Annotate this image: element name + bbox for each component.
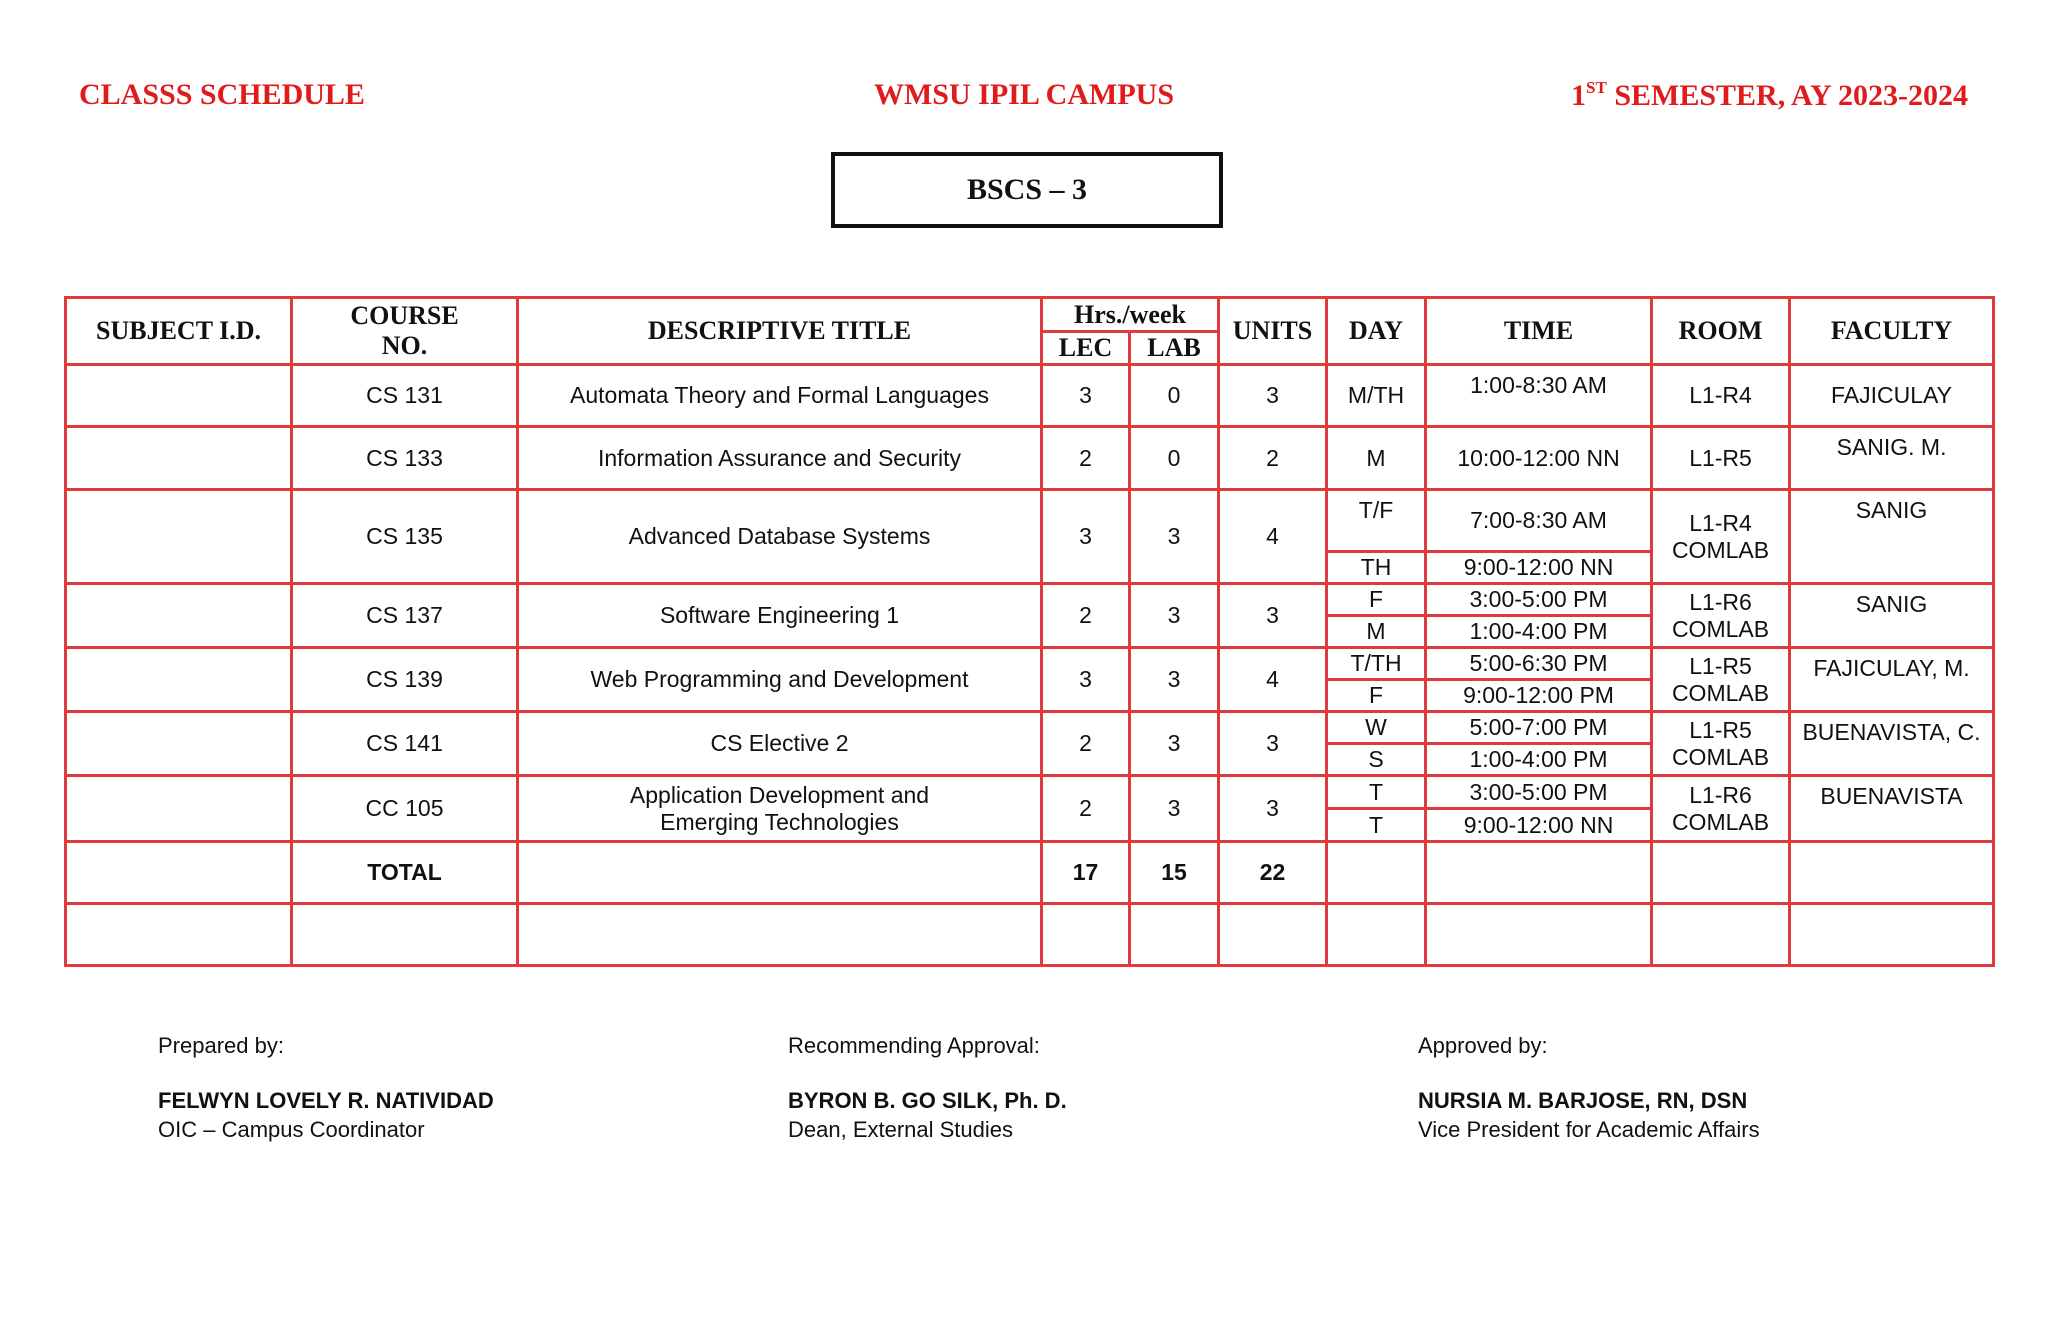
lab-cell: 0 bbox=[1130, 365, 1219, 427]
day-cell: M bbox=[1327, 427, 1426, 490]
time-cell: 9:00-12:00 NN bbox=[1426, 809, 1652, 842]
course-no-cell: CC 105 bbox=[292, 776, 518, 842]
title-line: Application Development and bbox=[629, 782, 930, 809]
time-cell: 5:00-6:30 PM bbox=[1426, 648, 1652, 680]
lab-cell: 3 bbox=[1130, 648, 1219, 712]
title-cell: Information Assurance and Security bbox=[518, 427, 1042, 490]
lab-cell: 3 bbox=[1130, 712, 1219, 776]
time-cell: 10:00-12:00 NN bbox=[1426, 427, 1652, 490]
subject-id-cell bbox=[66, 776, 292, 842]
section-label: BSCS – 3 bbox=[966, 173, 1088, 206]
empty-cell bbox=[1790, 904, 1994, 966]
course-no-cell: CS 135 bbox=[292, 490, 518, 584]
day-cell: TH bbox=[1327, 552, 1426, 584]
total-empty-cell bbox=[1327, 842, 1426, 904]
total-label: TOTAL bbox=[292, 842, 518, 904]
total-lec: 17 bbox=[1042, 842, 1130, 904]
semester-text: SEMESTER, AY 2023-2024 bbox=[1606, 79, 1968, 112]
total-empty-cell bbox=[1790, 842, 1994, 904]
units-cell: 4 bbox=[1219, 648, 1327, 712]
col-header-course-line1: COURSE bbox=[350, 301, 459, 331]
time-cell: 3:00-5:00 PM bbox=[1426, 776, 1652, 809]
lec-cell: 3 bbox=[1042, 490, 1130, 584]
col-header-lec: LEC bbox=[1042, 332, 1130, 365]
section-box bbox=[831, 152, 1223, 228]
day-cell: M/TH bbox=[1327, 365, 1426, 427]
table-row bbox=[66, 776, 1994, 809]
faculty-cell: FAJICULAY, M. bbox=[1790, 648, 1994, 712]
time-cell: 1:00-4:00 PM bbox=[1426, 744, 1652, 776]
time-cell: 9:00-12:00 PM bbox=[1426, 680, 1652, 712]
total-empty-cell bbox=[66, 842, 292, 904]
room-line: COMLAB bbox=[1671, 808, 1770, 835]
units-cell: 3 bbox=[1219, 584, 1327, 648]
day-cell: F bbox=[1327, 584, 1426, 616]
subject-id-cell bbox=[66, 584, 292, 648]
table-row bbox=[66, 365, 1994, 427]
signatory-position: OIC – Campus Coordinator bbox=[158, 1117, 425, 1142]
time-cell: 7:00-8:30 AM bbox=[1426, 490, 1652, 552]
day-cell: T/F bbox=[1327, 490, 1426, 552]
title-cell: Web Programming and Development bbox=[518, 648, 1042, 712]
course-no-cell: CS 139 bbox=[292, 648, 518, 712]
signatory-position: Vice President for Academic Affairs bbox=[1418, 1117, 1760, 1142]
table-row bbox=[66, 584, 1994, 616]
lec-cell: 3 bbox=[1042, 365, 1130, 427]
semester-ordinal-suffix: ST bbox=[1586, 78, 1607, 97]
lab-cell: 3 bbox=[1130, 584, 1219, 648]
subject-id-cell bbox=[66, 490, 292, 584]
header-row bbox=[66, 298, 1994, 332]
lec-cell: 2 bbox=[1042, 584, 1130, 648]
room-line: L1-R5 bbox=[1689, 653, 1752, 680]
time-cell: 9:00-12:00 NN bbox=[1426, 552, 1652, 584]
table-row bbox=[66, 490, 1994, 552]
time-cell: 5:00-7:00 PM bbox=[1426, 712, 1652, 744]
total-empty-cell bbox=[1426, 842, 1652, 904]
subject-id-cell bbox=[66, 427, 292, 490]
signatory-role: Recommending Approval: bbox=[788, 1033, 1040, 1058]
signatory-name: NURSIA M. BARJOSE, RN, DSN bbox=[1418, 1088, 1748, 1113]
time-cell: 3:00-5:00 PM bbox=[1426, 584, 1652, 616]
day-cell: T bbox=[1327, 809, 1426, 842]
room-line: L1-R6 bbox=[1689, 782, 1752, 809]
empty-cell bbox=[1327, 904, 1426, 966]
room-line: COMLAB bbox=[1671, 615, 1770, 642]
lab-cell: 0 bbox=[1130, 427, 1219, 490]
lec-cell: 2 bbox=[1042, 712, 1130, 776]
col-header-course-no bbox=[292, 298, 518, 365]
title-cell: Software Engineering 1 bbox=[518, 584, 1042, 648]
empty-cell bbox=[66, 904, 292, 966]
course-no-cell: CS 141 bbox=[292, 712, 518, 776]
empty-cell bbox=[1652, 904, 1790, 966]
col-header-lab: LAB bbox=[1130, 332, 1219, 365]
faculty-cell: FAJICULAY bbox=[1790, 365, 1994, 427]
units-cell: 4 bbox=[1219, 490, 1327, 584]
room-cell bbox=[1652, 776, 1790, 842]
empty-cell bbox=[518, 904, 1042, 966]
room-line: COMLAB bbox=[1671, 536, 1770, 563]
table-row bbox=[66, 648, 1994, 680]
units-cell: 3 bbox=[1219, 365, 1327, 427]
empty-cell bbox=[1219, 904, 1327, 966]
subject-id-cell bbox=[66, 365, 292, 427]
total-units: 22 bbox=[1219, 842, 1327, 904]
lec-cell: 2 bbox=[1042, 776, 1130, 842]
schedule-table bbox=[64, 296, 1995, 967]
col-header-units: UNITS bbox=[1219, 298, 1327, 365]
lec-cell: 2 bbox=[1042, 427, 1130, 490]
schedule-title: CLASSS SCHEDULE bbox=[79, 78, 365, 111]
time-cell: 1:00-4:00 PM bbox=[1426, 616, 1652, 648]
units-cell: 3 bbox=[1219, 776, 1327, 842]
col-header-subject-id: SUBJECT I.D. bbox=[66, 298, 292, 365]
semester-label bbox=[1571, 78, 1968, 113]
lec-cell: 3 bbox=[1042, 648, 1130, 712]
signatory-name: BYRON B. GO SILK, Ph. D. bbox=[788, 1088, 1067, 1113]
col-header-hrs-week: Hrs./week bbox=[1042, 298, 1219, 332]
col-header-title: DESCRIPTIVE TITLE bbox=[518, 298, 1042, 365]
room-cell bbox=[1652, 648, 1790, 712]
room-cell bbox=[1652, 490, 1790, 584]
signatory-role: Approved by: bbox=[1418, 1033, 1548, 1058]
semester-ordinal: 1 bbox=[1571, 79, 1587, 112]
course-no-cell: CS 131 bbox=[292, 365, 518, 427]
room-line: L1-R5 bbox=[1689, 717, 1752, 744]
signatory-prepared bbox=[158, 1031, 494, 1144]
total-lab: 15 bbox=[1130, 842, 1219, 904]
lab-cell: 3 bbox=[1130, 490, 1219, 584]
table-row bbox=[66, 712, 1994, 744]
empty-cell bbox=[1130, 904, 1219, 966]
title-cell: Advanced Database Systems bbox=[518, 490, 1042, 584]
day-cell: S bbox=[1327, 744, 1426, 776]
day-cell: W bbox=[1327, 712, 1426, 744]
title-line: Emerging Technologies bbox=[660, 808, 899, 835]
empty-cell bbox=[292, 904, 518, 966]
empty-cell bbox=[1042, 904, 1130, 966]
room-cell bbox=[1652, 712, 1790, 776]
col-header-day: DAY bbox=[1327, 298, 1426, 365]
faculty-cell: BUENAVISTA, C. bbox=[1790, 712, 1994, 776]
lab-cell: 3 bbox=[1130, 776, 1219, 842]
signatory-approved bbox=[1418, 1031, 1760, 1144]
col-header-course-line2: NO. bbox=[381, 331, 428, 360]
subject-id-cell bbox=[66, 712, 292, 776]
room-line: COMLAB bbox=[1671, 743, 1770, 770]
room-cell bbox=[1652, 584, 1790, 648]
total-row bbox=[66, 842, 1994, 904]
faculty-cell: BUENAVISTA bbox=[1790, 776, 1994, 842]
title-cell: Automata Theory and Formal Languages bbox=[518, 365, 1042, 427]
campus-name: WMSU IPIL CAMPUS bbox=[873, 78, 1174, 111]
col-header-time: TIME bbox=[1426, 298, 1652, 365]
title-cell: CS Elective 2 bbox=[518, 712, 1042, 776]
col-header-room: ROOM bbox=[1652, 298, 1790, 365]
day-cell: F bbox=[1327, 680, 1426, 712]
signatory-name: FELWYN LOVELY R. NATIVIDAD bbox=[158, 1088, 494, 1113]
empty-row bbox=[66, 904, 1994, 966]
units-cell: 3 bbox=[1219, 712, 1327, 776]
time-cell: 1:00-8:30 AM bbox=[1426, 365, 1652, 427]
faculty-cell: SANIG. M. bbox=[1790, 427, 1994, 490]
units-cell: 2 bbox=[1219, 427, 1327, 490]
faculty-cell: SANIG bbox=[1790, 490, 1994, 584]
room-line: COMLAB bbox=[1671, 679, 1770, 706]
table-row bbox=[66, 427, 1994, 490]
room-line: L1-R6 bbox=[1689, 589, 1752, 616]
day-cell: T/TH bbox=[1327, 648, 1426, 680]
day-cell: M bbox=[1327, 616, 1426, 648]
total-empty-cell bbox=[518, 842, 1042, 904]
title-cell bbox=[518, 776, 1042, 842]
room-line: L1-R4 bbox=[1689, 510, 1752, 537]
room-cell: L1-R5 bbox=[1652, 427, 1790, 490]
day-cell: T bbox=[1327, 776, 1426, 809]
room-cell: L1-R4 bbox=[1652, 365, 1790, 427]
course-no-cell: CS 137 bbox=[292, 584, 518, 648]
signatory-position: Dean, External Studies bbox=[788, 1117, 1014, 1142]
course-no-cell: CS 133 bbox=[292, 427, 518, 490]
total-empty-cell bbox=[1652, 842, 1790, 904]
col-header-faculty: FACULTY bbox=[1790, 298, 1994, 365]
subject-id-cell bbox=[66, 648, 292, 712]
signatory-role: Prepared by: bbox=[158, 1033, 284, 1058]
faculty-cell: SANIG bbox=[1790, 584, 1994, 648]
signatory-recommending bbox=[788, 1031, 1067, 1144]
empty-cell bbox=[1426, 904, 1652, 966]
